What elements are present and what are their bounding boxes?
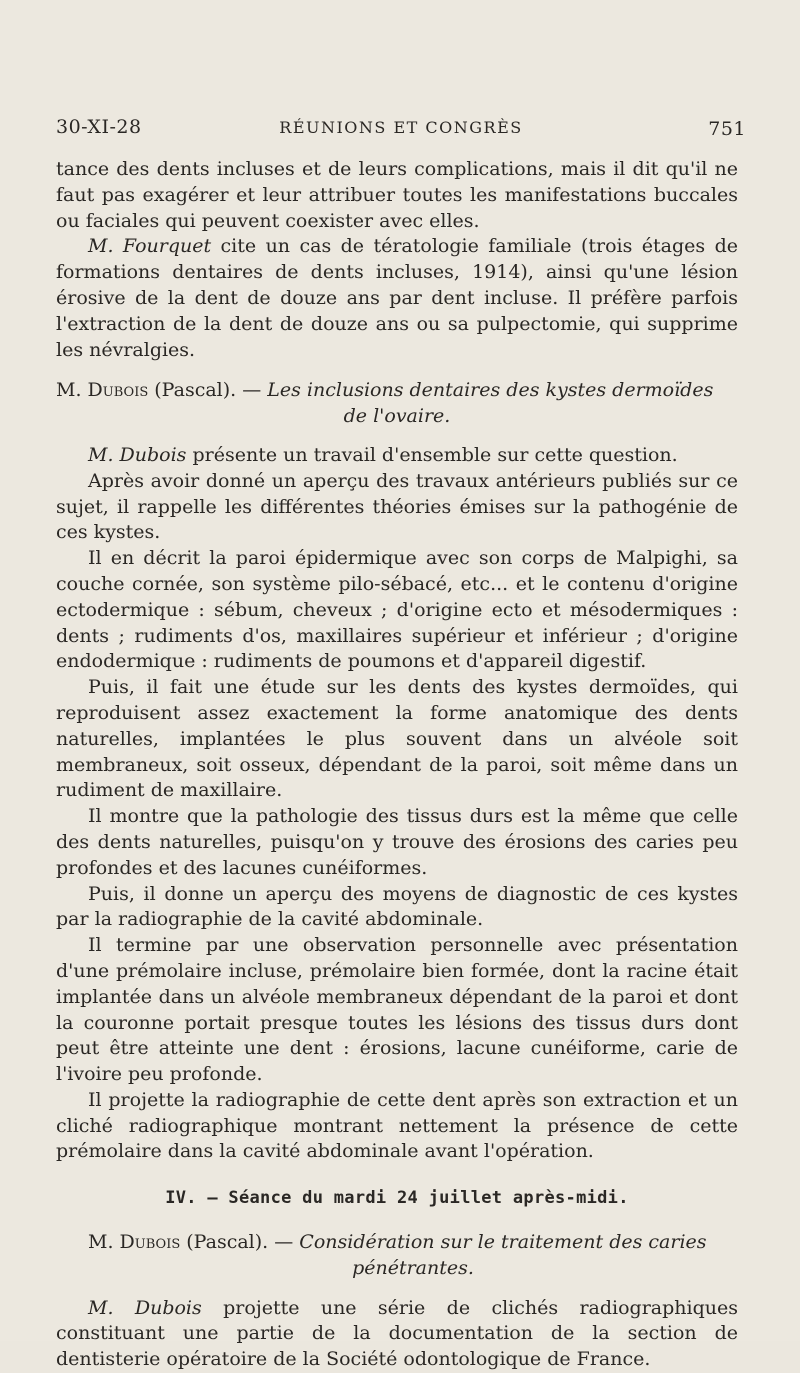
entry-first-name: (Pascal). — <box>180 1231 300 1254</box>
page-body <box>56 157 738 1373</box>
session-heading <box>56 1185 738 1212</box>
author-name: M. Dubois <box>88 1296 202 1319</box>
entry-author: Dubois <box>87 379 149 402</box>
paragraph-text: présente un travail d'ensemble sur cette question. <box>186 443 678 466</box>
paragraph-diagnostic: Puis, il donne un aperçu des moyens de diagnostic de ces kystes par la radiographie de la cavité abdominale. <box>56 882 738 931</box>
communication-entry-1 <box>56 378 738 430</box>
paragraph-text: cite un cas de tératologie familiale (trois étages de formations dentaires de dents incluses, 1914), ainsi qu'une lésion érosive de la dent de douze ans par dent incluse. Il préfère parfois l'extraction de la dent de douze ans ou sa pulpectomie, qui supprime les névralgies. <box>56 235 738 361</box>
entry-title-line1: Considération sur le traitement des caries <box>299 1231 707 1254</box>
paragraph-text: projette une série de clichés radiographiques constituant une partie de la documentation de la section de dentisterie opératoire de la Société odontologique de France. <box>56 1296 738 1371</box>
author-name: M. Fourquet <box>88 235 212 258</box>
paragraph-dents-kystes: Puis, il fait une étude sur les dents des kystes dermoïdes, qui reproduisent assez exactement la forme anatomique des dents naturelles, implantées le plus souvent dans un alvéole soit membraneux, soit osseux, dépendant de la paroi, soit même dans un rudiment de maxillaire. <box>56 676 738 802</box>
paragraph-paroi: Il en décrit la paroi épidermique avec son corps de Malpighi, sa couche cornée, son système pilo-sébacé, etc... et le contenu d'origine ectodermique : sébum, cheveux ; d'origine ecto et mésodermiques : dents ; rudiments d'os, maxillaires supérieur et inférieur ; d'origine endodermique : rudiments de poumons et d'appareil digestif. <box>56 547 738 673</box>
paragraph-theories: Après avoir donné un aperçu des travaux antérieurs publiés sur ce sujet, il rappelle les différentes théories émises sur la pathogénie de ces kystes. <box>56 469 738 544</box>
paragraph-dubois-intro <box>56 443 738 469</box>
header-date: 30-XI-28 <box>56 116 142 138</box>
entry-author: Dubois <box>119 1231 181 1254</box>
entry-prefix: M. <box>88 1231 120 1254</box>
paragraph-observation: Il termine par une observation personnelle avec présentation d'une prémolaire incluse, prémolaire bien formée, dont la racine était implantée dans un alvéole membraneux dépendant de la paroi et dont la couronne portait presque toutes les lésions des tissus durs dont peut être atteinte une dent : érosions, lacune cunéiforme, carie de l'ivoire peu profonde. <box>56 934 738 1086</box>
header-title: RÉUNIONS ET CONGRÈS <box>279 118 523 137</box>
entry-first-name: (Pascal). — <box>148 379 268 402</box>
entry-title-line2: de l'ovaire. <box>343 405 451 428</box>
paragraph-cliches <box>56 1296 738 1373</box>
paragraph-radiographie: Il projette la radiographie de cette dent après son extraction et un cliché radiographique montrant nettement la présence de cette prémolaire dans la cavité abdominale avant l'opération. <box>56 1088 738 1163</box>
paragraph-pathologie: Il montre que la pathologie des tissus durs est la même que celle des dents naturelles, puisqu'on y trouve des érosions des caries peu profondes et des lacunes cunéiformes. <box>56 805 738 879</box>
session-title: IV. — Séance du mardi 24 juillet après-midi. <box>165 1188 629 1209</box>
author-name: M. Dubois <box>88 443 187 466</box>
entry-title-line1: Les inclusions dentaires des kystes dermoïdes <box>267 379 714 402</box>
page-number: 751 <box>708 118 746 140</box>
paragraph-continuation: tance des dents incluses et de leurs complications, mais il dit qu'il ne faut pas exagérer et leur attribuer toutes les manifestations buccales ou faciales qui peuvent coexister avec elles. <box>56 158 738 232</box>
running-header <box>56 116 746 146</box>
paragraph-fourquet <box>56 234 738 363</box>
communication-entry-2 <box>56 1230 738 1282</box>
entry-title-line2: pénétrantes. <box>352 1256 474 1279</box>
entry-prefix: M. <box>56 379 88 402</box>
